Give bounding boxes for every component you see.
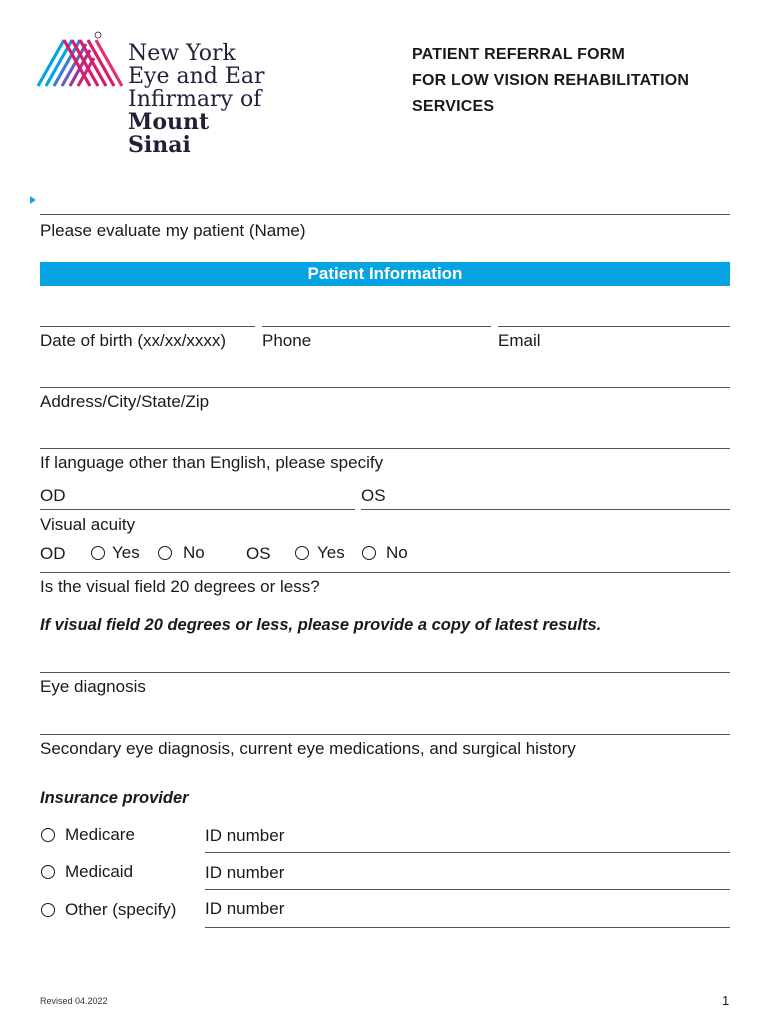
acuity-os-label: OS: [361, 486, 386, 505]
email-input[interactable]: [498, 326, 730, 327]
medicaid-id-label: ID number: [205, 863, 285, 882]
other-id-label: ID number: [205, 899, 285, 918]
patient-name-input[interactable]: [40, 214, 730, 215]
vf-od-yes-radio[interactable]: [91, 546, 105, 560]
email-label: Email: [498, 331, 541, 350]
acuity-od-input[interactable]: [40, 509, 355, 510]
vf-od-no-label: No: [183, 543, 205, 562]
insurance-heading: Insurance provider: [40, 789, 189, 807]
secondary-diagnosis-label: Secondary eye diagnosis, current eye medications, and surgical history: [40, 739, 576, 758]
other-insurance-label: Other (specify): [65, 900, 177, 919]
vf-od-yes-label: Yes: [112, 543, 140, 562]
revised-date: Revised 04.2022: [40, 996, 108, 1006]
logo-line-1: New York: [128, 41, 236, 66]
vf-question-label: Is the visual field 20 degrees or less?: [40, 577, 320, 596]
logo-wordmark: [128, 42, 265, 157]
acuity-od-label: OD: [40, 486, 66, 505]
address-input[interactable]: [40, 387, 730, 388]
field-marker-icon: [30, 196, 36, 204]
secondary-diagnosis-input[interactable]: [40, 734, 730, 735]
visual-acuity-label: Visual acuity: [40, 515, 136, 534]
other-id-input[interactable]: [205, 927, 730, 928]
vf-od-no-radio[interactable]: [158, 546, 172, 560]
medicaid-id-input[interactable]: [205, 889, 730, 890]
patient-name-label: Please evaluate my patient (Name): [40, 221, 306, 240]
vf-od-label: OD: [40, 544, 66, 563]
phone-label: Phone: [262, 331, 312, 350]
eye-diagnosis-input[interactable]: [40, 672, 730, 673]
dob-input[interactable]: [40, 326, 255, 327]
medicaid-label: Medicaid: [65, 862, 134, 881]
logo-line-3: Infirmary of: [128, 87, 262, 112]
page-number: 1: [722, 993, 730, 1008]
vf-os-no-radio[interactable]: [362, 546, 376, 560]
phone-input[interactable]: [262, 326, 491, 327]
medicaid-radio[interactable]: [41, 865, 55, 879]
title-line-3: SERVICES: [412, 98, 495, 115]
vf-note: If visual field 20 degrees or less, please provide a copy of latest results.: [40, 616, 602, 634]
vf-os-yes-label: Yes: [317, 543, 345, 562]
eye-diagnosis-label: Eye diagnosis: [40, 677, 146, 696]
logo-line-2: Eye and Ear: [128, 64, 265, 89]
medicare-radio[interactable]: [41, 828, 55, 842]
mount-sinai-logo-icon: [36, 30, 126, 90]
language-input[interactable]: [40, 448, 730, 449]
acuity-os-input[interactable]: [361, 509, 730, 510]
logo-line-5: Sinai: [128, 132, 191, 158]
section-patient-information: Patient Information: [40, 262, 730, 286]
vf-os-no-label: No: [386, 543, 408, 562]
other-insurance-radio[interactable]: [41, 903, 55, 917]
title-line-2: FOR LOW VISION REHABILITATION: [412, 72, 690, 89]
vf-os-yes-radio[interactable]: [295, 546, 309, 560]
vf-divider: [40, 572, 730, 573]
medicare-label: Medicare: [65, 825, 135, 844]
dob-label: Date of birth (xx/xx/xxxx): [40, 331, 227, 350]
medicare-id-input[interactable]: [205, 852, 730, 853]
logo-line-4: Mount: [128, 109, 210, 135]
form-title: [412, 42, 689, 120]
vf-os-label: OS: [246, 544, 271, 563]
language-label: If language other than English, please specify: [40, 453, 384, 472]
address-label: Address/City/State/Zip: [40, 392, 210, 411]
medicare-id-label: ID number: [205, 826, 285, 845]
title-line-1: PATIENT REFERRAL FORM: [412, 46, 626, 63]
